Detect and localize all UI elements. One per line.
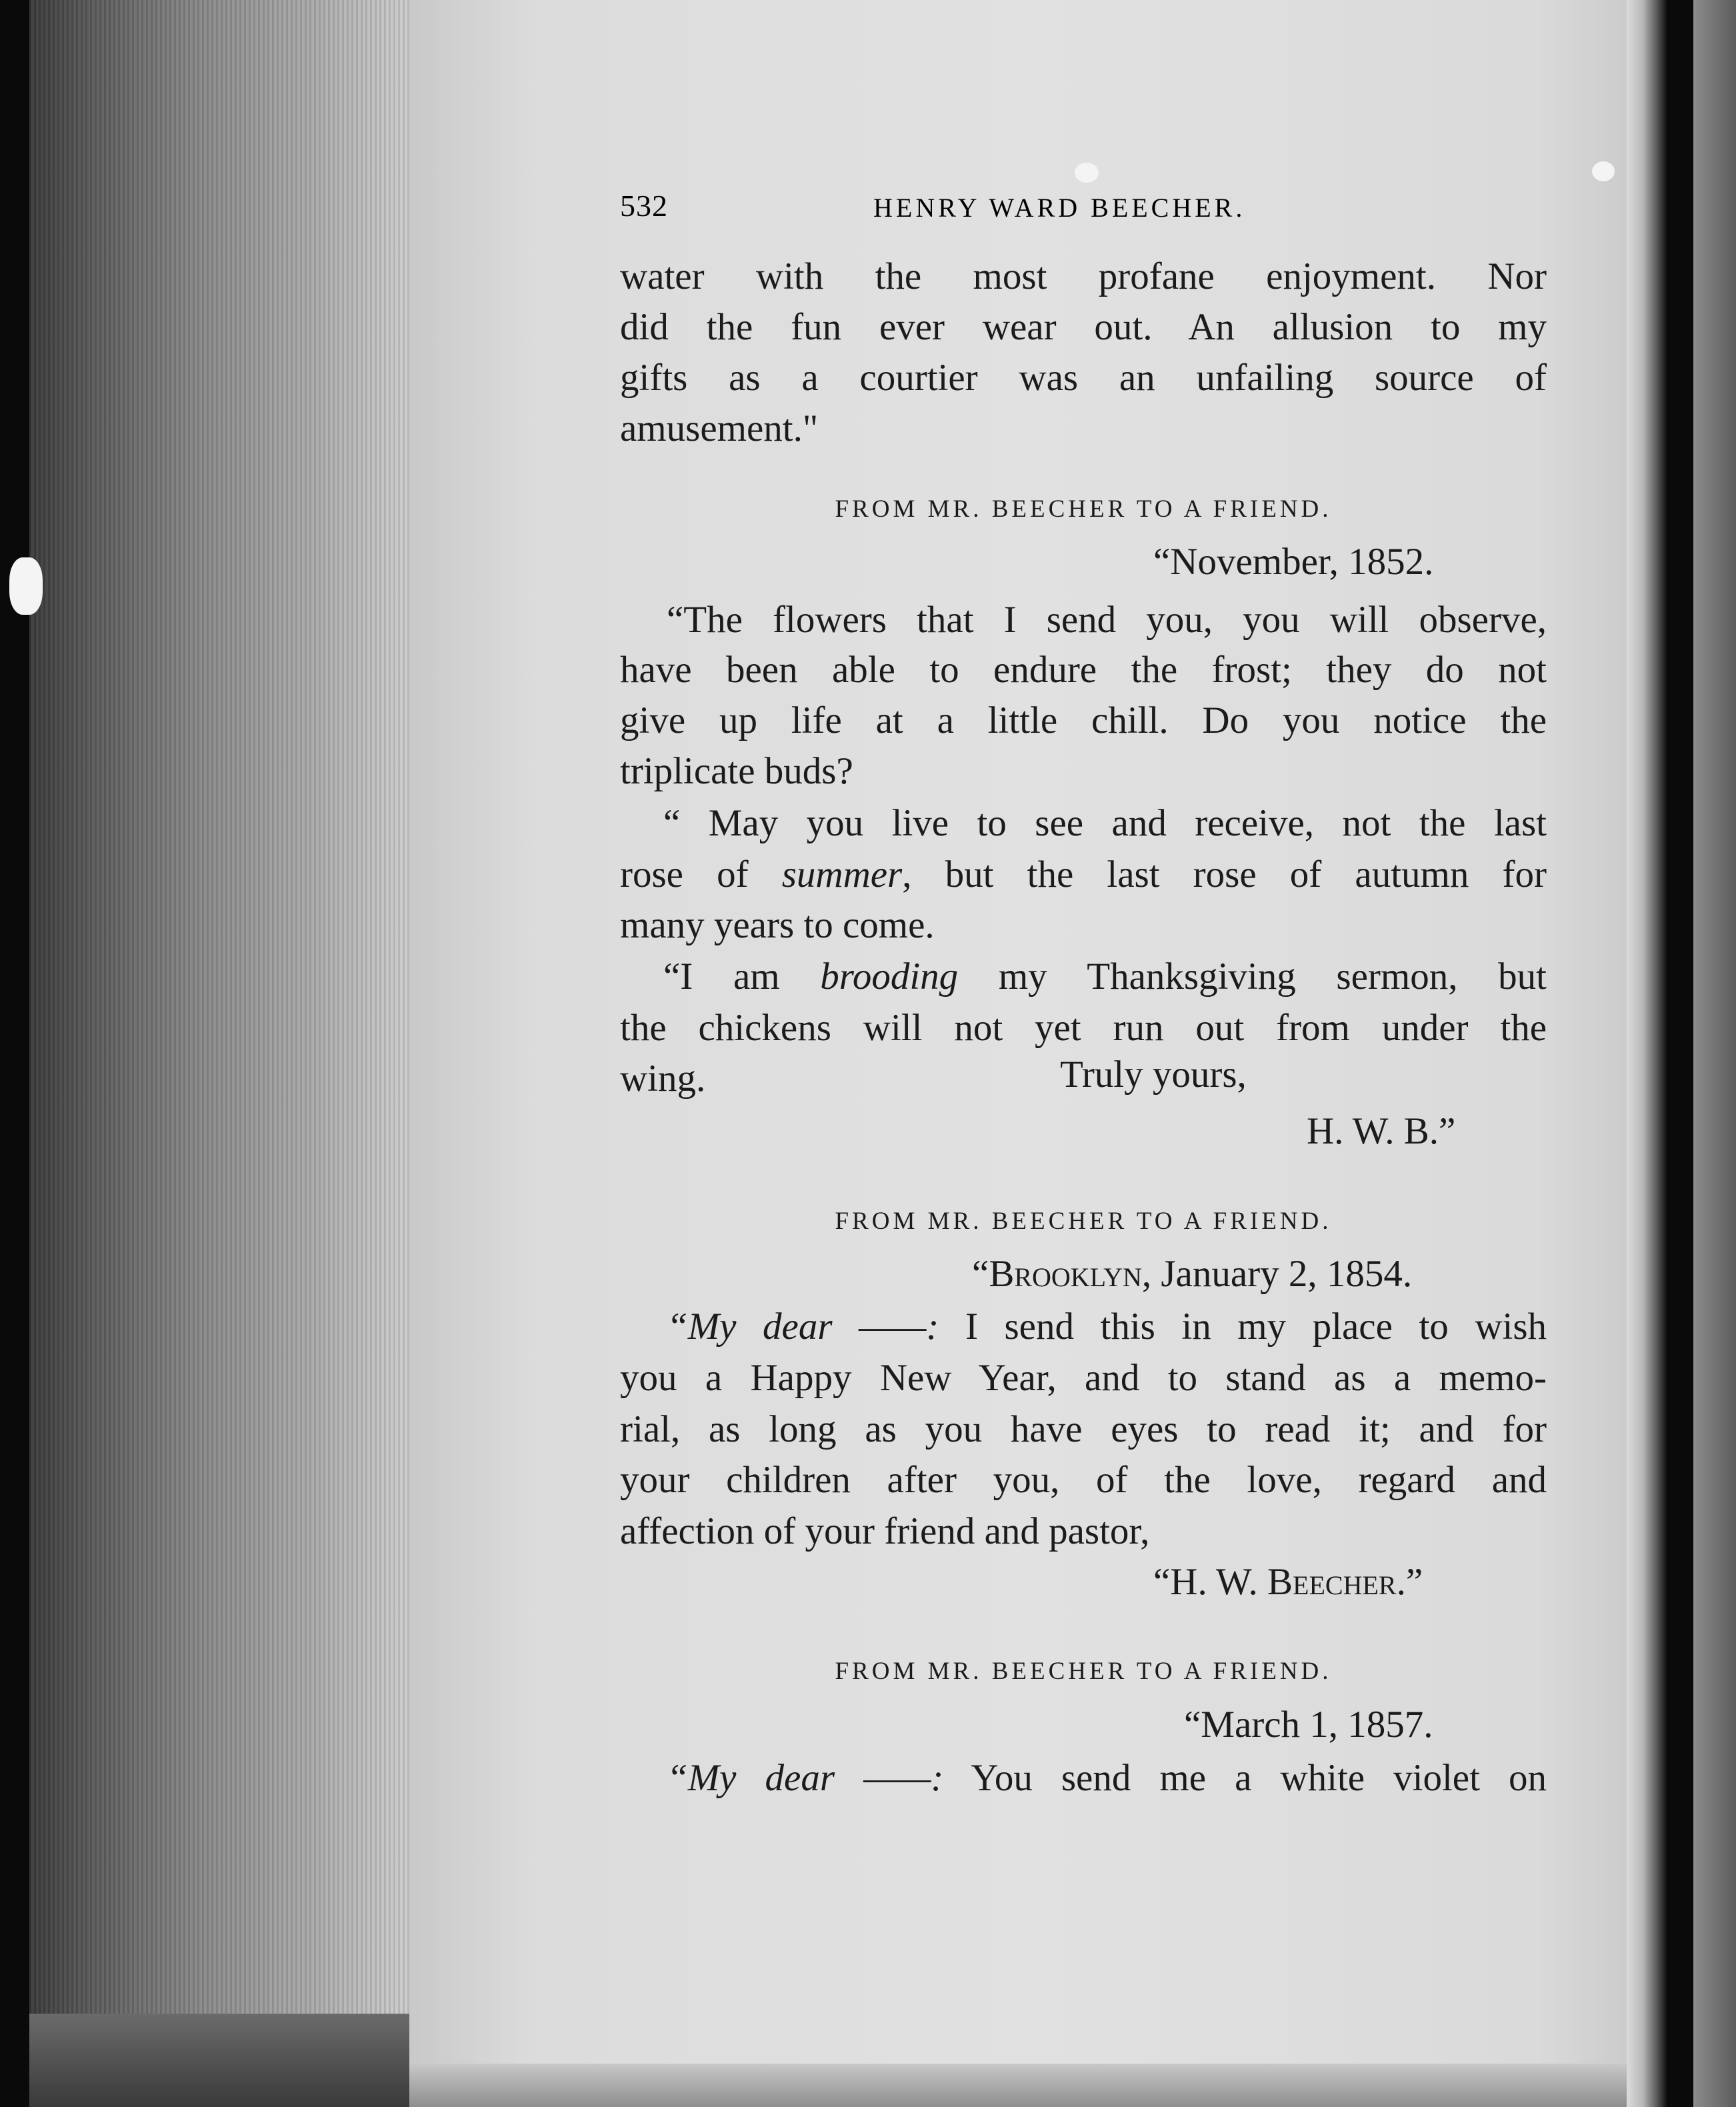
text-line: gifts as a courtier was an unfailing source of	[620, 357, 1547, 399]
text-line: water with the most profane enjoyment. Nor	[620, 255, 1547, 297]
book-edge-bottom	[29, 2014, 416, 2107]
text-span: rose of	[620, 853, 782, 895]
text-line: affection of your friend and pastor,	[620, 1510, 1150, 1552]
text-span: “	[972, 1253, 989, 1295]
text-line: you a Happy New Year, and to stand as a memo-	[620, 1357, 1547, 1399]
letter-heading: FROM MR. BEECHER TO A FRIEND.	[835, 1658, 1332, 1685]
salutation: “My dear ——:	[667, 1306, 939, 1348]
adjacent-page-edge	[1693, 0, 1736, 2107]
letter-signature: H. W. B.”	[1307, 1110, 1456, 1152]
text-line: “The flowers that I send you, you will observe,	[667, 599, 1547, 641]
text-span: “I am	[663, 955, 821, 997]
text-span: , January 2, 1854.	[1141, 1253, 1413, 1295]
text-line: give up life at a little chill. Do you notice the	[620, 699, 1547, 741]
letter-date: “November, 1852.	[1153, 541, 1434, 583]
text-line	[620, 953, 1547, 1000]
text-line	[620, 1304, 1547, 1350]
italic-span: brooding	[820, 955, 959, 997]
italic-span: summer	[781, 853, 903, 895]
letter-signature	[1153, 1559, 1423, 1606]
text-line: “ May you live to see and receive, not the last	[663, 802, 1547, 844]
text-line	[620, 1755, 1547, 1802]
text-line: amusement."	[620, 407, 819, 449]
text-line: rial, as long as you have eyes to read it; and for	[620, 1408, 1547, 1450]
text-span: , but the last rose of autumn for	[902, 853, 1547, 895]
running-title: HENRY WARD BEECHER.	[873, 193, 1246, 223]
text-line: many years to come.	[620, 904, 935, 946]
letter-heading: FROM MR. BEECHER TO A FRIEND.	[835, 1208, 1332, 1235]
text-line: wing.	[620, 1058, 706, 1100]
letter-closing: Truly yours,	[1060, 1054, 1247, 1096]
scan-speck	[1592, 161, 1615, 181]
page-number: 532	[620, 189, 668, 223]
book-gutter	[1627, 0, 1667, 2107]
scan-speck	[9, 557, 43, 615]
page-bottom-edge	[409, 2064, 1663, 2107]
letter-heading: FROM MR. BEECHER TO A FRIEND.	[835, 495, 1332, 523]
letter-date: “March 1, 1857.	[1184, 1704, 1433, 1746]
letter-date	[972, 1251, 1412, 1298]
scan-speck	[1075, 163, 1099, 183]
place-name: Brooklyn	[989, 1253, 1142, 1295]
text-span: .”	[1396, 1561, 1423, 1603]
text-line	[620, 851, 1547, 898]
text-line: your children after you, of the love, regard and	[620, 1459, 1547, 1501]
text-line: triplicate buds?	[620, 750, 853, 792]
text-line: did the fun ever wear out. An allusion to my	[620, 306, 1547, 348]
salutation: “My dear ——:	[667, 1757, 944, 1799]
text-line: the chickens will not yet run out from under the	[620, 1007, 1547, 1049]
surname: Beecher	[1267, 1561, 1397, 1603]
book-page-edges	[29, 0, 416, 2107]
text-span: “H. W.	[1153, 1561, 1267, 1603]
text-span: You send me a white violet on	[943, 1757, 1547, 1799]
text-span: I send this in my place to wish	[939, 1306, 1547, 1348]
text-line: have been able to endure the frost; they do not	[620, 649, 1547, 691]
text-span: my Thanksgiving sermon, but	[958, 955, 1547, 997]
